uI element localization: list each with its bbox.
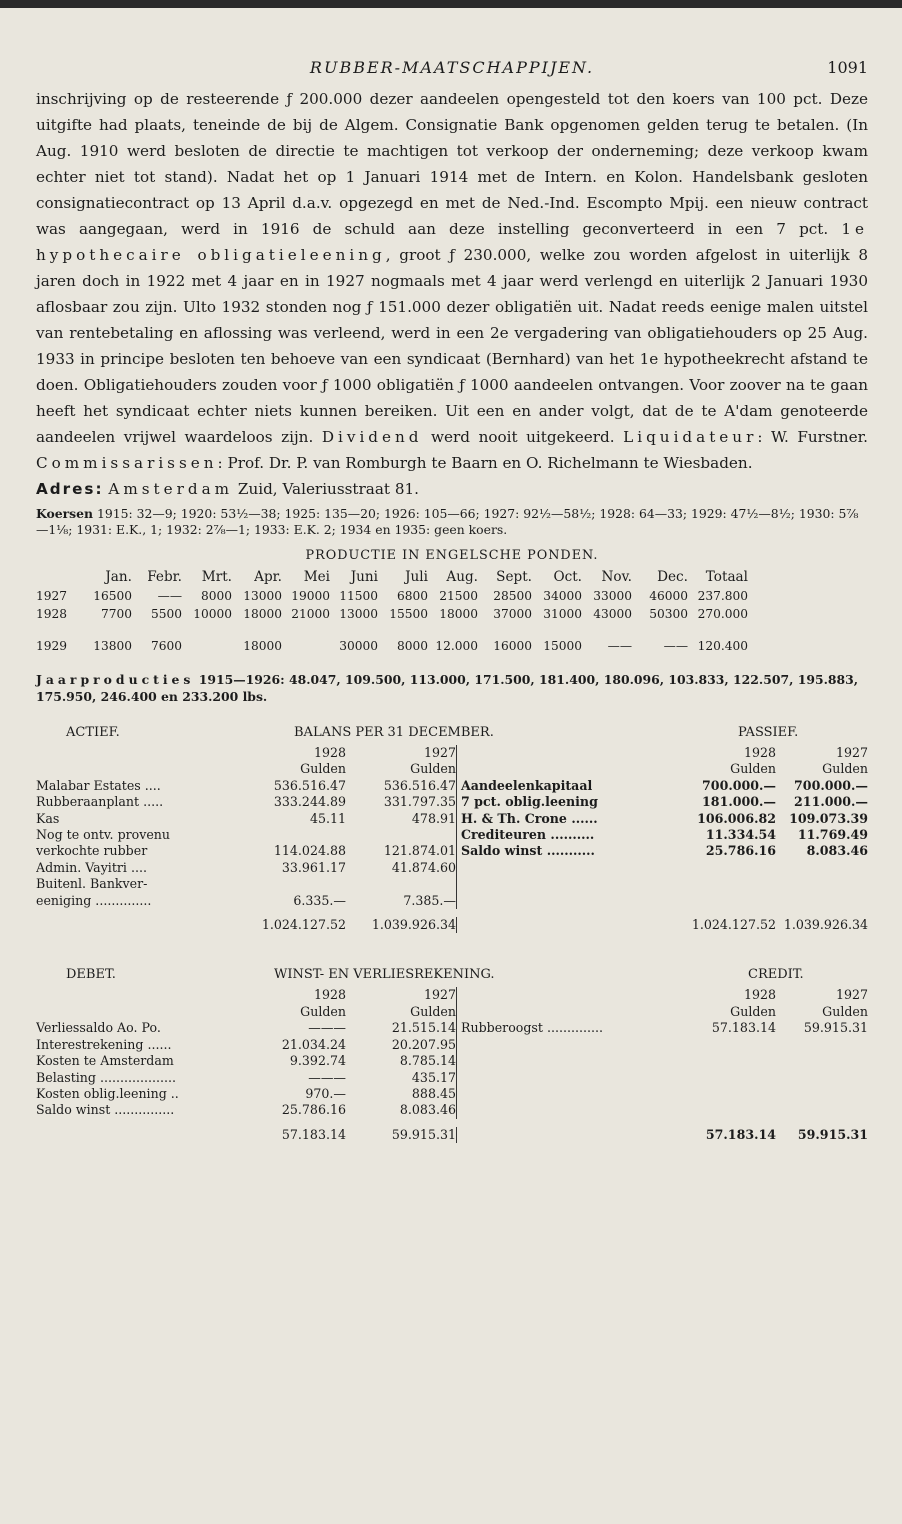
history-text-2: , groot ƒ 230.000, welke zou worden afgelost in uiterlijk 8 jaren doch in 1922 met 4 jaar en in 1927 nogmaals met 4 jaar werd verlengd en uiterlijk 2 Januari 1930 aflosbaar zou zijn. Ulto 1932 stonden nog ƒ 151.000 dezer obligatiën uit. Nadat reeds eenige malen uitstel van rentebetaling en aflossing was verleend, werd in een 2e vergadering van obligatiehouders op 25 Aug. 1933 in principe besloten ten behoeve van een syndicaat (Bernhard) van het 1e hypotheekrecht afstand te doen. Obligatiehouders zouden voor ƒ 1000 obligatiën ƒ 1000 aandeelen ontvangen. Voor zoover na te gaan heeft het syndicaat echter niets kunnen bereiken. Uit een en ander volgt, dat de te A'dam genoteerde aandeelen vrijwel waardeloos zijn.: [36, 246, 869, 446]
production-cell: 15000: [543, 639, 582, 653]
balance-total: 1.024.127.52: [261, 917, 346, 933]
actief-value: [346, 827, 456, 843]
production-cell: 46000: [649, 589, 688, 603]
production-header-cell: Sept.: [496, 569, 532, 585]
passief-value: 8.083.46: [806, 843, 868, 859]
debet-item: Belasting ...................: [36, 1069, 177, 1085]
balance-total: 1.039.926.34: [371, 917, 456, 933]
balance-header-cell: 1927: [423, 745, 456, 760]
debet-item: Kosten oblig.leening ..: [36, 1085, 179, 1101]
empty-cell: [36, 1127, 246, 1143]
balance-sheet: [36, 725, 868, 933]
production-cell: 31000: [543, 607, 582, 621]
actief-item: Kas: [36, 810, 60, 826]
debet-value: 25.786.16: [281, 1102, 346, 1118]
empty-cell: [456, 876, 664, 892]
debet-value: ———: [308, 1020, 346, 1036]
debet-value: 9.392.74: [289, 1053, 346, 1069]
actief-value: 41.874.60: [391, 859, 456, 875]
debet-heading: DEBET.: [66, 967, 116, 983]
production-header-cell: Aug.: [446, 569, 478, 585]
profit-loss-header-cell: 1927: [835, 987, 868, 1003]
production-cell: 120.400: [697, 639, 748, 653]
debet-value: 8.785.14: [399, 1053, 456, 1069]
profit-loss-header-cell: [36, 987, 246, 1003]
production-header-cell: Nov.: [601, 569, 632, 585]
profit-loss-header-cell: [36, 1004, 246, 1020]
production-cell: 13000: [243, 589, 282, 603]
production-cell: 34000: [543, 589, 582, 603]
empty-cell: [776, 893, 868, 909]
production-year: 1929: [36, 639, 68, 653]
commissarissen-label: Commissarissen: [36, 454, 218, 472]
debet-value: ———: [308, 1069, 346, 1085]
actief-value: 536.516.47: [273, 777, 346, 793]
actief-value: [346, 876, 456, 892]
balance-header-cell: Gulden: [300, 761, 346, 777]
koersen-label: Koersen: [36, 506, 94, 521]
production-header-cell: Febr.: [147, 569, 182, 585]
production-cell: 33000: [593, 589, 632, 603]
credit-heading: CREDIT.: [748, 967, 804, 983]
empty-cell: [456, 860, 664, 876]
balance-header-cell: 1928: [743, 745, 776, 760]
profit-loss-header-cell: [456, 1004, 686, 1020]
actief-item: Malabar Estates ....: [36, 777, 161, 793]
empty-cell: [686, 1037, 776, 1053]
passief-item: H. & Th. Crone ......: [456, 811, 664, 827]
balance-title: BALANS PER 31 DECEMBER.: [294, 725, 494, 740]
debet-value: 21.034.24: [281, 1036, 346, 1052]
production-cell: [282, 639, 330, 653]
balance-header-cell: [36, 761, 236, 777]
production-cell: 18000: [243, 607, 282, 621]
balance-header-cell: 1928: [313, 745, 346, 760]
production-cell: 18000: [439, 607, 478, 621]
profit-loss-grid: [36, 987, 868, 1143]
balance-total: 1.024.127.52: [691, 917, 776, 933]
production-header-cell: Mrt.: [201, 569, 232, 585]
production-cell: 237.800: [697, 589, 748, 603]
profit-loss-header-cell: Gulden: [410, 1003, 456, 1019]
production-cell: 10000: [193, 607, 232, 621]
passief-value: 181.000.—: [702, 794, 776, 810]
passief-value: 211.000.—: [794, 794, 868, 810]
production-cell: 15500: [389, 607, 428, 621]
actief-item: Nog te ontv. provenu: [36, 827, 171, 843]
credit-item: Rubberoogst ..............: [456, 1020, 686, 1036]
liquidateur-text: : W. Furstner.: [757, 428, 868, 446]
production-cell: 11500: [339, 589, 378, 603]
production-cell: 5500: [150, 607, 182, 621]
passief-value: 11.769.49: [797, 827, 868, 843]
production-cell: 30000: [339, 639, 378, 653]
profit-loss-header-cell: 1927: [423, 987, 456, 1003]
production-cell: 50300: [649, 607, 688, 621]
jaarproducties-text: 1915—1926: 48.047, 109.500, 113.000, 171.500, 181.400, 180.096, 103.833, 122.507, 195.883, 175.950, 246.400 en 233.200 lbs.: [36, 672, 859, 704]
production-cell: 18000: [243, 639, 282, 653]
empty-cell: [456, 1127, 686, 1143]
production-cell: 21500: [439, 589, 478, 603]
dividend-label: Dividend: [321, 428, 423, 446]
production-cell: 43000: [593, 607, 632, 621]
profit-loss-header-cell: Gulden: [822, 1003, 868, 1019]
profit-loss-header-cell: [456, 987, 686, 1003]
actief-value: 121.874.01: [383, 843, 456, 859]
balance-total: 1.039.926.34: [783, 917, 868, 933]
debet-value: 970.—: [305, 1085, 346, 1101]
production-cell: 13000: [339, 607, 378, 621]
production-cell: 16000: [493, 639, 532, 653]
address-city: Amsterdam: [108, 480, 234, 498]
production-header-cell: Apr.: [254, 569, 282, 585]
balance-grid: [36, 745, 868, 933]
production-cell: 7700: [100, 607, 132, 621]
address-line: [36, 476, 868, 502]
debet-value: 21.515.14: [391, 1020, 456, 1036]
production-cell: 21000: [291, 607, 330, 621]
profit-loss-header-cell: Gulden: [730, 1003, 776, 1019]
empty-cell: [456, 1102, 686, 1118]
production-cell: ——: [607, 639, 632, 653]
actief-value: 536.516.47: [383, 777, 456, 793]
actief-item: Rubberaanplant .....: [36, 794, 164, 810]
empty-cell: [776, 1053, 868, 1069]
address-label: Adres:: [36, 480, 104, 498]
credit-value: 57.183.14: [711, 1020, 776, 1036]
credit-value: 59.915.31: [803, 1020, 868, 1036]
debet-item: Interestrekening ......: [36, 1036, 172, 1052]
production-header-cell: [36, 569, 86, 585]
actief-value: 333.244.89: [273, 794, 346, 810]
actief-heading: ACTIEF.: [66, 725, 120, 740]
running-title: RUBBER-MAATSCHAPPIJEN.: [309, 58, 595, 77]
production-cell: 8000: [200, 589, 232, 603]
production-cell: 8000: [396, 639, 428, 653]
production-cell: 7600: [150, 639, 182, 653]
debet-value: 435.17: [411, 1069, 456, 1085]
balance-header-cell: [36, 745, 236, 761]
profit-loss-total: 59.915.31: [391, 1126, 456, 1142]
production-header-cell: Totaal: [705, 569, 748, 585]
production-table: [36, 548, 868, 653]
passief-item: Saldo winst ...........: [456, 843, 664, 859]
production-header-cell: Mei: [303, 569, 330, 585]
profit-loss-total: 57.183.14: [705, 1126, 776, 1142]
empty-cell: [456, 893, 664, 909]
empty-cell: [456, 1070, 686, 1086]
actief-item: eeniging ..............: [36, 892, 152, 908]
passief-value: 700.000.—: [702, 777, 776, 793]
empty-cell: [456, 1037, 686, 1053]
actief-value: 33.961.17: [281, 859, 346, 875]
profit-loss-title: WINST- EN VERLIESREKENING.: [274, 967, 495, 983]
production-year: 1928: [36, 607, 68, 621]
jaarproducties-block: [36, 671, 868, 705]
production-cell: 16500: [93, 589, 132, 603]
empty-cell: [776, 1037, 868, 1053]
history-spaced-term: 1e hypothecaire obligatieleening: [36, 220, 868, 264]
history-text-1: inschrijving op de resteerende ƒ 200.000 dezer aandeelen opengesteld tot den koers van 100 pct. Deze uitgifte had plaats, teneinde de bij de Algem. Consignatie Bank opgenomen gelden terug te betalen. (In Aug. 1910 werd besloten de directie te machtigen tot verkoop der onderneming; deze verkoop kwam echter niet tot stand). Nadat het op 1 Januari 1914 met de Intern. en Kolon. Handelsbank gesloten consignatiecontract op 13 April d.a.v. opgezegd en met de Ned.-Ind. Escompto Mpij. een nieuw contract was aangegaan, werd in 1916 de schuld aan deze instelling geconverteerd in een 7 pct.: [36, 90, 868, 238]
empty-cell: [776, 860, 868, 876]
empty-cell: [664, 893, 776, 909]
empty-cell: [686, 1053, 776, 1069]
production-cell: 37000: [493, 607, 532, 621]
profit-loss-header-cell: Gulden: [300, 1003, 346, 1019]
dividend-text: werd nooit uitgekeerd.: [422, 428, 624, 446]
debet-value: 888.45: [411, 1085, 456, 1101]
production-cell: 13800: [93, 639, 132, 653]
balance-header-cell: Gulden: [822, 761, 868, 777]
empty-cell: [456, 917, 664, 933]
actief-item: verkochte rubber: [36, 843, 148, 859]
production-year: 1927: [36, 589, 68, 603]
profit-loss-account: [36, 967, 868, 1143]
production-cell: 19000: [291, 589, 330, 603]
passief-item: Crediteuren ..........: [456, 827, 664, 843]
passief-value: 106.006.82: [697, 810, 776, 826]
empty-cell: [456, 1086, 686, 1102]
actief-item: Buitenl. Bankver-: [36, 876, 148, 892]
profit-loss-headings: [36, 967, 868, 987]
koersen-block: [36, 506, 868, 538]
production-cell: 28500: [493, 589, 532, 603]
production-cell: 6800: [396, 589, 428, 603]
running-header: [36, 58, 868, 84]
balance-header-cell: 1927: [835, 745, 868, 760]
actief-value: 478.91: [411, 810, 456, 826]
production-cell: 12.000: [435, 639, 478, 653]
production-header-cell: Dec.: [657, 569, 688, 585]
empty-cell: [664, 876, 776, 892]
profit-loss-header-cell: 1928: [313, 987, 346, 1003]
scan-top-edge: [0, 0, 902, 8]
empty-cell: [686, 1102, 776, 1118]
empty-cell: [776, 1086, 868, 1102]
production-header-cell: Oct.: [553, 569, 582, 585]
liquidateur-label: Liquidateur: [623, 428, 758, 446]
empty-cell: [664, 860, 776, 876]
empty-cell: [776, 876, 868, 892]
address-street: Zuid, Valeriusstraat 81.: [233, 480, 419, 498]
passief-item: 7 pct. oblig.leening: [456, 794, 664, 810]
production-cell: ——: [663, 639, 688, 653]
empty-cell: [686, 1070, 776, 1086]
empty-cell: [776, 1070, 868, 1086]
balance-header-cell: Gulden: [730, 761, 776, 777]
document-page: [36, 58, 868, 1143]
actief-value: 6.335.—: [293, 892, 346, 908]
debet-item: Verliessaldo Ao. Po.: [36, 1020, 161, 1036]
actief-value: 114.024.88: [273, 843, 346, 859]
production-cell: ——: [157, 589, 182, 603]
commissarissen-text: : Prof. Dr. P. van Romburgh te Baarn en O. Richelmann te Wiesbaden.: [217, 454, 753, 472]
passief-item: Aandeelenkapitaal: [456, 778, 664, 794]
balance-header-cell: [456, 761, 664, 777]
empty-cell: [776, 1102, 868, 1118]
empty-cell: [36, 917, 236, 933]
passief-value: 700.000.—: [794, 777, 868, 793]
passief-value: 109.073.39: [789, 810, 868, 826]
balance-header-cell: [456, 745, 664, 761]
production-header-cell: Jan.: [105, 569, 132, 585]
actief-value: [236, 876, 346, 892]
actief-item: Admin. Vayitri ....: [36, 859, 147, 875]
koersen-text: 1915: 32—9; 1920: 53½—38; 1925: 135—20; 1926: 105—66; 1927: 92½—58½; 1928: 64—33; 1929: 47½—8½; 1930: 5⅞—1⅛; 1931: E.K., 1; 1932: 2⅞—1; 1933: E.K. 2; 1934 en 1935: geen koers.: [36, 506, 859, 537]
passief-value: 11.334.54: [705, 827, 776, 843]
actief-value: 7.385.—: [403, 892, 456, 908]
page-number: 1091: [827, 58, 868, 77]
passief-value: 25.786.16: [705, 843, 776, 859]
empty-cell: [456, 1053, 686, 1069]
profit-loss-total: 59.915.31: [797, 1126, 868, 1142]
production-title: PRODUCTIE IN ENGELSCHE PONDEN.: [305, 548, 599, 563]
debet-value: 20.207.95: [391, 1036, 456, 1052]
passief-heading: PASSIEF.: [738, 725, 799, 740]
jaarproducties-label: Jaarproducties: [36, 672, 195, 687]
production-header-cell: Juni: [350, 569, 378, 585]
debet-value: 8.083.46: [399, 1102, 456, 1118]
balance-headings: [36, 725, 868, 745]
production-grid: [36, 569, 868, 653]
debet-item: Saldo winst ...............: [36, 1102, 175, 1118]
profit-loss-total: 57.183.14: [281, 1126, 346, 1142]
profit-loss-header-cell: 1928: [743, 987, 776, 1003]
company-history-paragraph: [36, 86, 868, 476]
actief-value: [236, 827, 346, 843]
production-cell: 270.000: [697, 607, 748, 621]
production-header-cell: Juli: [405, 569, 428, 585]
balance-header-cell: Gulden: [410, 761, 456, 777]
debet-item: Kosten te Amsterdam: [36, 1053, 174, 1069]
production-cell: [182, 639, 232, 653]
empty-cell: [686, 1086, 776, 1102]
actief-value: 45.11: [309, 810, 346, 826]
actief-value: 331.797.35: [383, 794, 456, 810]
